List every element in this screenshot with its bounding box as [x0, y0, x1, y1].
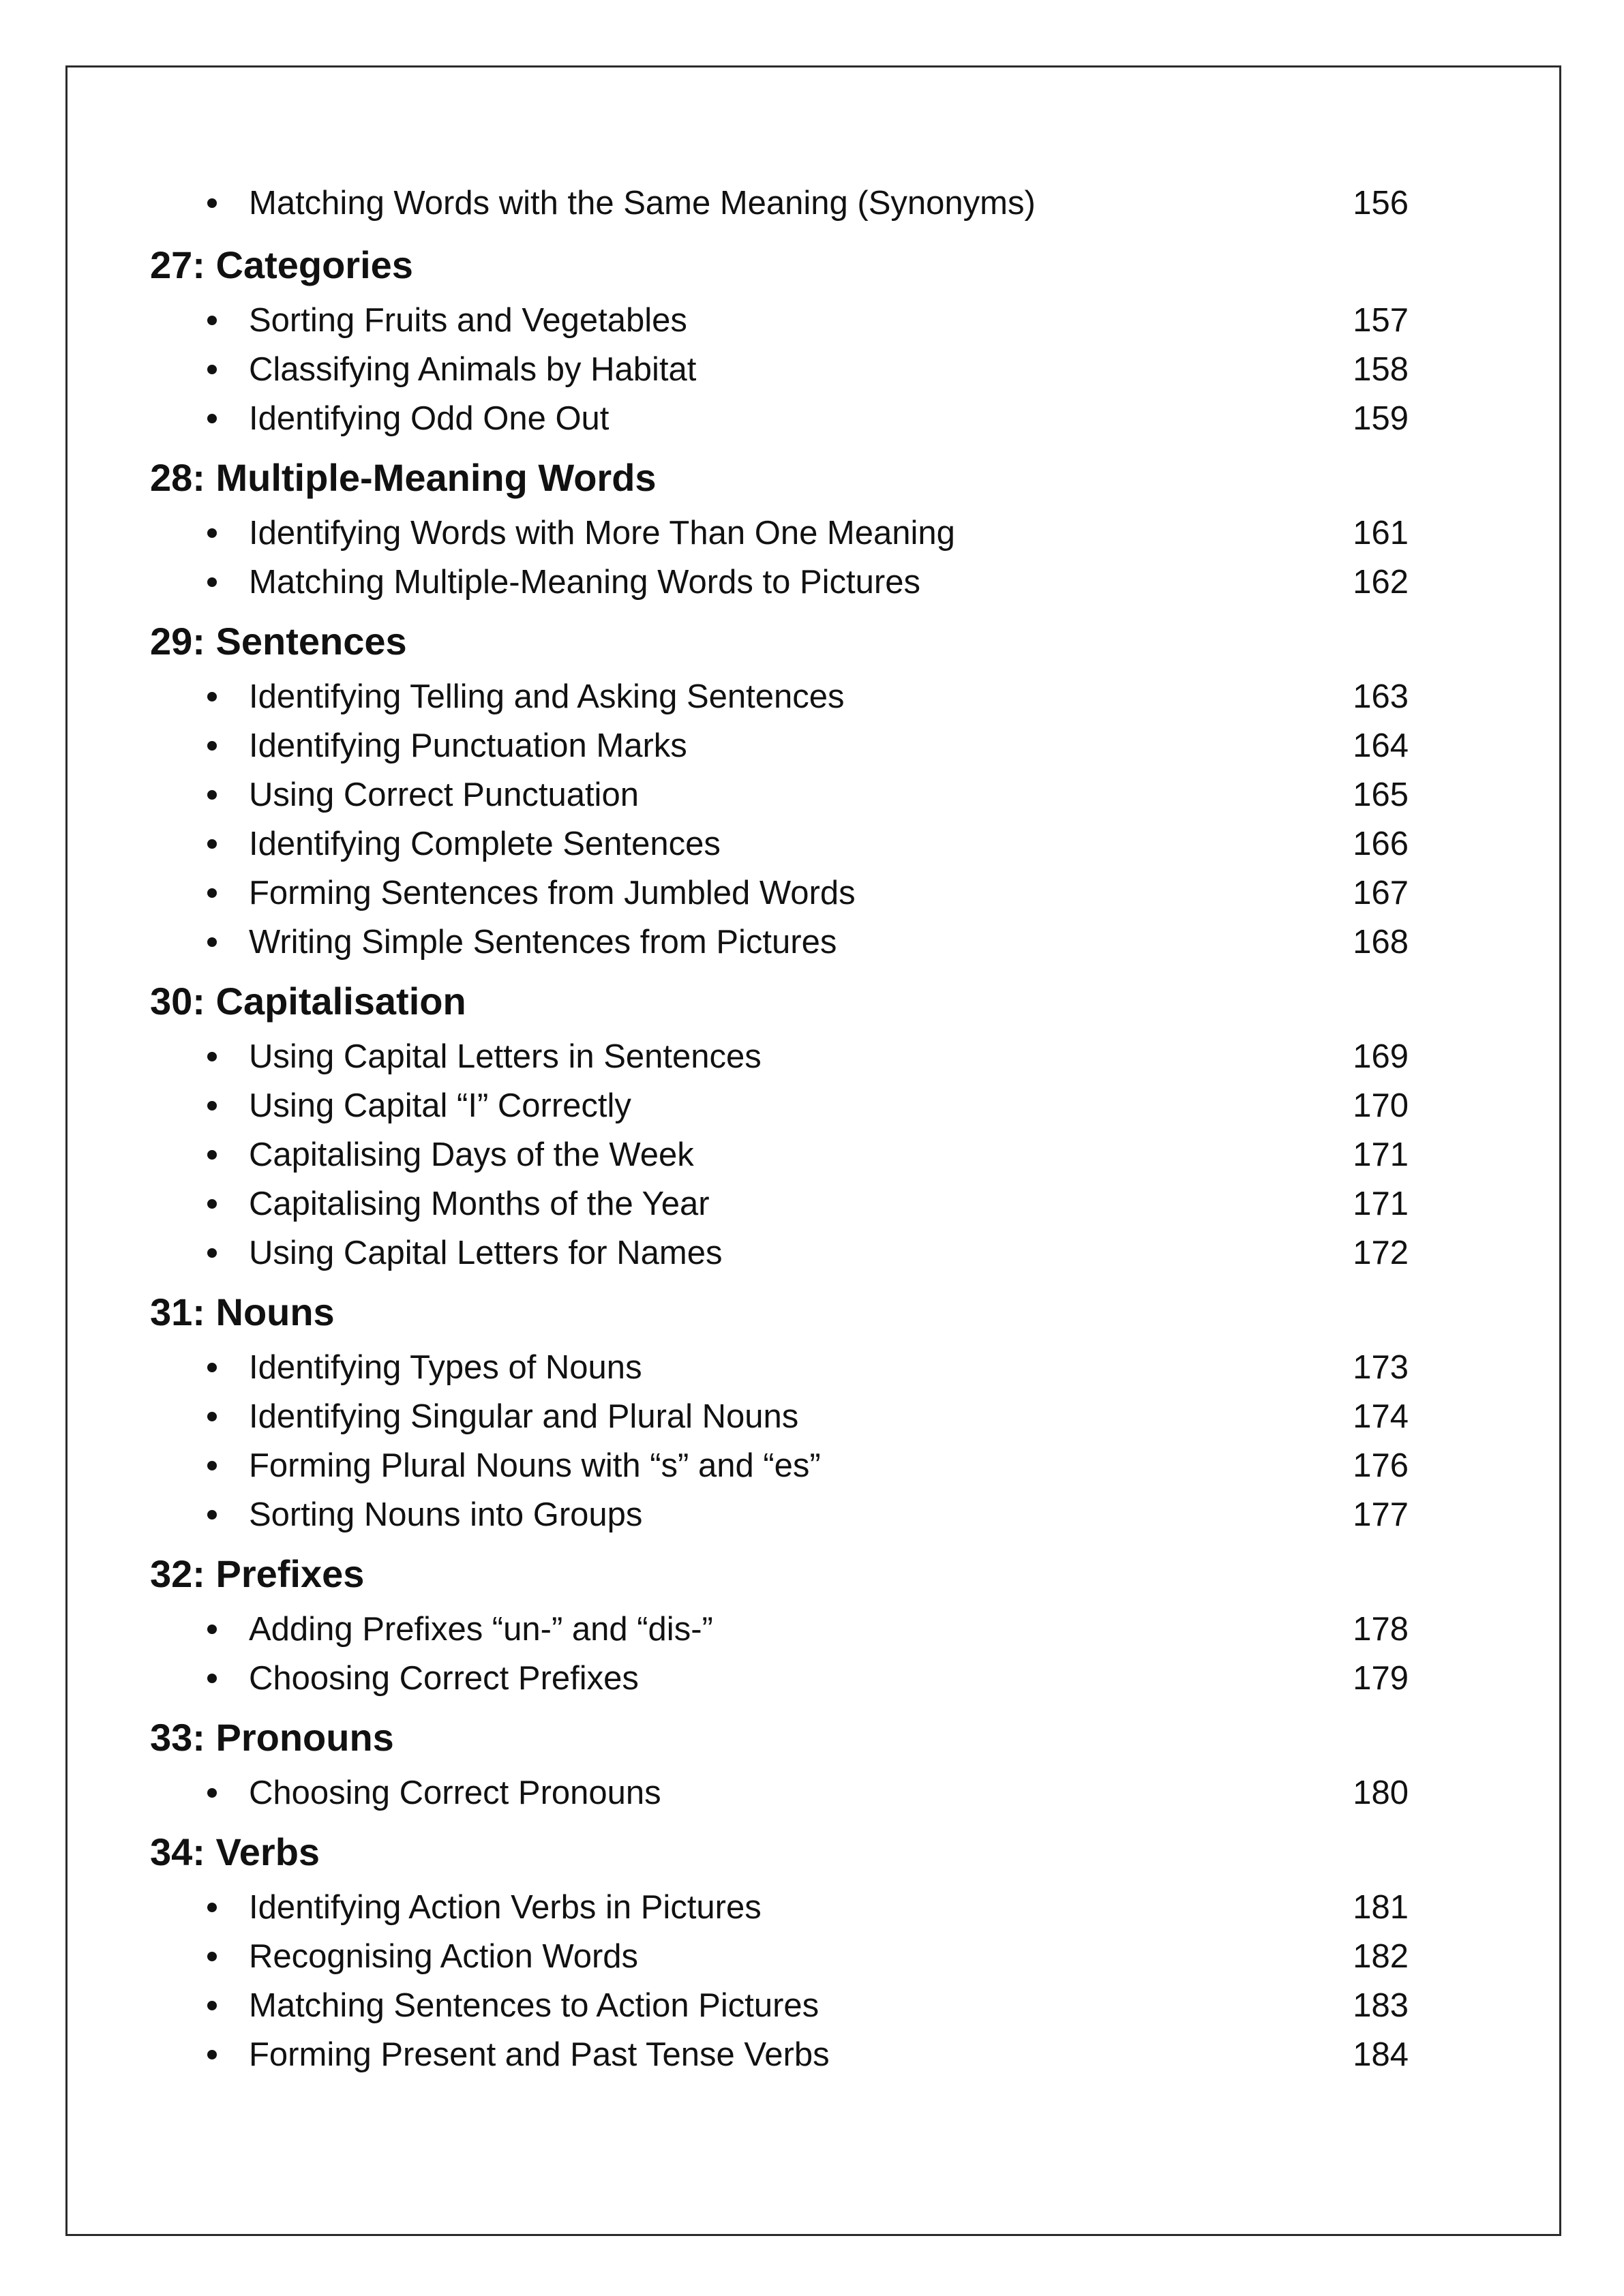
- toc-entry[interactable]: [150, 1981, 1425, 2030]
- entry-page-number: 174: [1353, 1398, 1409, 1435]
- entry-title: Capitalising Days of the Week: [249, 1136, 694, 1173]
- entry-page-number: 183: [1353, 1987, 1409, 2024]
- entry-title: Identifying Telling and Asking Sentences: [249, 678, 845, 715]
- bullet-icon: [207, 528, 217, 538]
- chapter-heading[interactable]: 30: Capitalisation: [150, 979, 466, 1023]
- chapter-heading[interactable]: 29: Sentences: [150, 619, 407, 663]
- chapter-section: [150, 971, 1425, 1278]
- entry-page-number: 161: [1353, 515, 1409, 552]
- bullet-icon: [207, 1199, 217, 1209]
- toc-entry[interactable]: [150, 1654, 1425, 1703]
- bullet-icon: [207, 1952, 217, 1961]
- intro-list: [150, 179, 1425, 228]
- toc-entry[interactable]: [150, 1228, 1425, 1278]
- bullet-icon: [207, 1412, 217, 1421]
- bullet-icon: [207, 1674, 217, 1683]
- toc-entry[interactable]: [150, 1932, 1425, 1981]
- toc-entry[interactable]: [150, 1130, 1425, 1179]
- entry-title: Identifying Singular and Plural Nouns: [249, 1398, 799, 1435]
- bullet-icon: [207, 365, 217, 374]
- entry-page-number: 172: [1353, 1235, 1409, 1271]
- entry-title: Identifying Punctuation Marks: [249, 727, 687, 764]
- chapter-heading[interactable]: 34: Verbs: [150, 1830, 320, 1873]
- entry-page-number: 171: [1353, 1185, 1409, 1222]
- toc-entry[interactable]: [150, 509, 1425, 558]
- bullet-icon: [207, 198, 217, 208]
- bullet-icon: [207, 937, 217, 947]
- entry-title: Identifying Types of Nouns: [249, 1349, 642, 1386]
- entry-title: Recognising Action Words: [249, 1938, 639, 1975]
- toc-entry[interactable]: [150, 1883, 1425, 1932]
- toc-entry[interactable]: [150, 721, 1425, 770]
- bullet-icon: [207, 2001, 217, 2010]
- entry-title: Identifying Words with More Than One Meaning: [249, 515, 955, 552]
- bullet-icon: [207, 1052, 217, 1061]
- chapter-section: [150, 611, 1425, 967]
- bullet-icon: [207, 1150, 217, 1160]
- entry-page-number: 158: [1353, 351, 1409, 388]
- chapter-section: [150, 1707, 1425, 1817]
- entry-title: Forming Sentences from Jumbled Words: [249, 875, 856, 911]
- bullet-icon: [207, 1788, 217, 1798]
- entry-page-number: 173: [1353, 1349, 1409, 1386]
- entry-page-number: 162: [1353, 564, 1409, 601]
- toc-entry[interactable]: [150, 918, 1425, 967]
- entry-title: Using Capital Letters for Names: [249, 1235, 723, 1271]
- toc-entry[interactable]: [150, 394, 1425, 443]
- toc-entry[interactable]: [150, 770, 1425, 819]
- bullet-icon: [207, 1625, 217, 1634]
- entry-title: Identifying Action Verbs in Pictures: [249, 1889, 762, 1926]
- entry-title: Forming Plural Nouns with “s” and “es”: [249, 1447, 821, 1484]
- entry-title: Using Capital “I” Correctly: [249, 1087, 631, 1124]
- bullet-icon: [207, 316, 217, 325]
- chapter-heading[interactable]: 32: Prefixes: [150, 1552, 365, 1595]
- entry-title: Identifying Complete Sentences: [249, 826, 721, 862]
- toc-entry[interactable]: [150, 1343, 1425, 1392]
- bullet-icon: [207, 888, 217, 898]
- entry-title: Using Correct Punctuation: [249, 776, 639, 813]
- entry-title: Identifying Odd One Out: [249, 400, 610, 437]
- bullet-icon: [207, 1461, 217, 1470]
- chapter-section: [150, 1822, 1425, 2079]
- entry-page-number: 182: [1353, 1938, 1409, 1975]
- entry-page-number: 180: [1353, 1774, 1409, 1811]
- chapter-section: [150, 1282, 1425, 1539]
- bullet-icon: [207, 1510, 217, 1520]
- bullet-icon: [207, 577, 217, 587]
- entry-title: Adding Prefixes “un-” and “dis-”: [249, 1611, 713, 1648]
- bullet-icon: [207, 839, 217, 849]
- chapter-heading[interactable]: 33: Pronouns: [150, 1715, 394, 1759]
- toc-entry[interactable]: [150, 1490, 1425, 1539]
- entry-page-number: 171: [1353, 1136, 1409, 1173]
- bullet-icon: [207, 1248, 217, 1258]
- toc-entry[interactable]: [150, 558, 1425, 607]
- entry-title: Matching Multiple-Meaning Words to Pictures: [249, 564, 920, 601]
- entry-page-number: 176: [1353, 1447, 1409, 1484]
- chapter-heading[interactable]: 31: Nouns: [150, 1290, 335, 1333]
- entry-title: Writing Simple Sentences from Pictures: [249, 924, 837, 961]
- entry-title: Matching Words with the Same Meaning (Synonyms): [249, 185, 1036, 222]
- entry-title: Sorting Fruits and Vegetables: [249, 302, 687, 339]
- bullet-icon: [207, 1101, 217, 1111]
- bullet-icon: [207, 414, 217, 423]
- entry-title: Choosing Correct Prefixes: [249, 1660, 639, 1697]
- toc-entry[interactable]: [150, 1441, 1425, 1490]
- toc-entry[interactable]: [150, 1032, 1425, 1081]
- toc-entry[interactable]: [150, 345, 1425, 394]
- bullet-icon: [207, 1903, 217, 1912]
- toc-entry[interactable]: [150, 1179, 1425, 1228]
- toc-entry[interactable]: [150, 179, 1425, 228]
- entry-page-number: 157: [1353, 302, 1409, 339]
- entry-page-number: 164: [1353, 727, 1409, 764]
- toc-entry[interactable]: [150, 868, 1425, 918]
- toc-entry[interactable]: [150, 2030, 1425, 2079]
- bullet-icon: [207, 741, 217, 751]
- bullet-icon: [207, 790, 217, 800]
- entry-page-number: 184: [1353, 2036, 1409, 2073]
- entry-page-number: 181: [1353, 1889, 1409, 1926]
- toc-entry[interactable]: [150, 1081, 1425, 1130]
- entry-page-number: 178: [1353, 1611, 1409, 1648]
- table-of-contents: [150, 179, 1425, 2079]
- entry-page-number: 179: [1353, 1660, 1409, 1697]
- entry-page-number: 168: [1353, 924, 1409, 961]
- chapter-heading[interactable]: 27: Categories: [150, 243, 413, 286]
- entry-page-number: 170: [1353, 1087, 1409, 1124]
- chapter-section: [150, 1543, 1425, 1703]
- entry-title: Matching Sentences to Action Pictures: [249, 1987, 819, 2024]
- entry-page-number: 159: [1353, 400, 1409, 437]
- entry-title: Using Capital Letters in Sentences: [249, 1038, 762, 1075]
- bullet-icon: [207, 692, 217, 701]
- entry-page-number: 177: [1353, 1496, 1409, 1533]
- toc-entry[interactable]: [150, 1605, 1425, 1654]
- chapter-section: [150, 235, 1425, 443]
- bullet-icon: [207, 2050, 217, 2059]
- chapters-list: [150, 235, 1425, 2079]
- entry-title: Capitalising Months of the Year: [249, 1185, 710, 1222]
- entry-page-number: 156: [1353, 185, 1409, 222]
- toc-entry[interactable]: [150, 672, 1425, 721]
- toc-entry[interactable]: [150, 1768, 1425, 1817]
- entry-page-number: 163: [1353, 678, 1409, 715]
- bullet-icon: [207, 1363, 217, 1372]
- toc-entry[interactable]: [150, 1392, 1425, 1441]
- entry-page-number: 165: [1353, 776, 1409, 813]
- chapter-heading[interactable]: 28: Multiple-Meaning Words: [150, 455, 657, 499]
- toc-entry[interactable]: [150, 819, 1425, 868]
- entry-title: Choosing Correct Pronouns: [249, 1774, 661, 1811]
- entry-page-number: 169: [1353, 1038, 1409, 1075]
- chapter-section: [150, 447, 1425, 607]
- entry-page-number: 167: [1353, 875, 1409, 911]
- entry-page-number: 166: [1353, 826, 1409, 862]
- entry-title: Sorting Nouns into Groups: [249, 1496, 643, 1533]
- toc-entry[interactable]: [150, 296, 1425, 345]
- entry-title: Forming Present and Past Tense Verbs: [249, 2036, 830, 2073]
- entry-title: Classifying Animals by Habitat: [249, 351, 697, 388]
